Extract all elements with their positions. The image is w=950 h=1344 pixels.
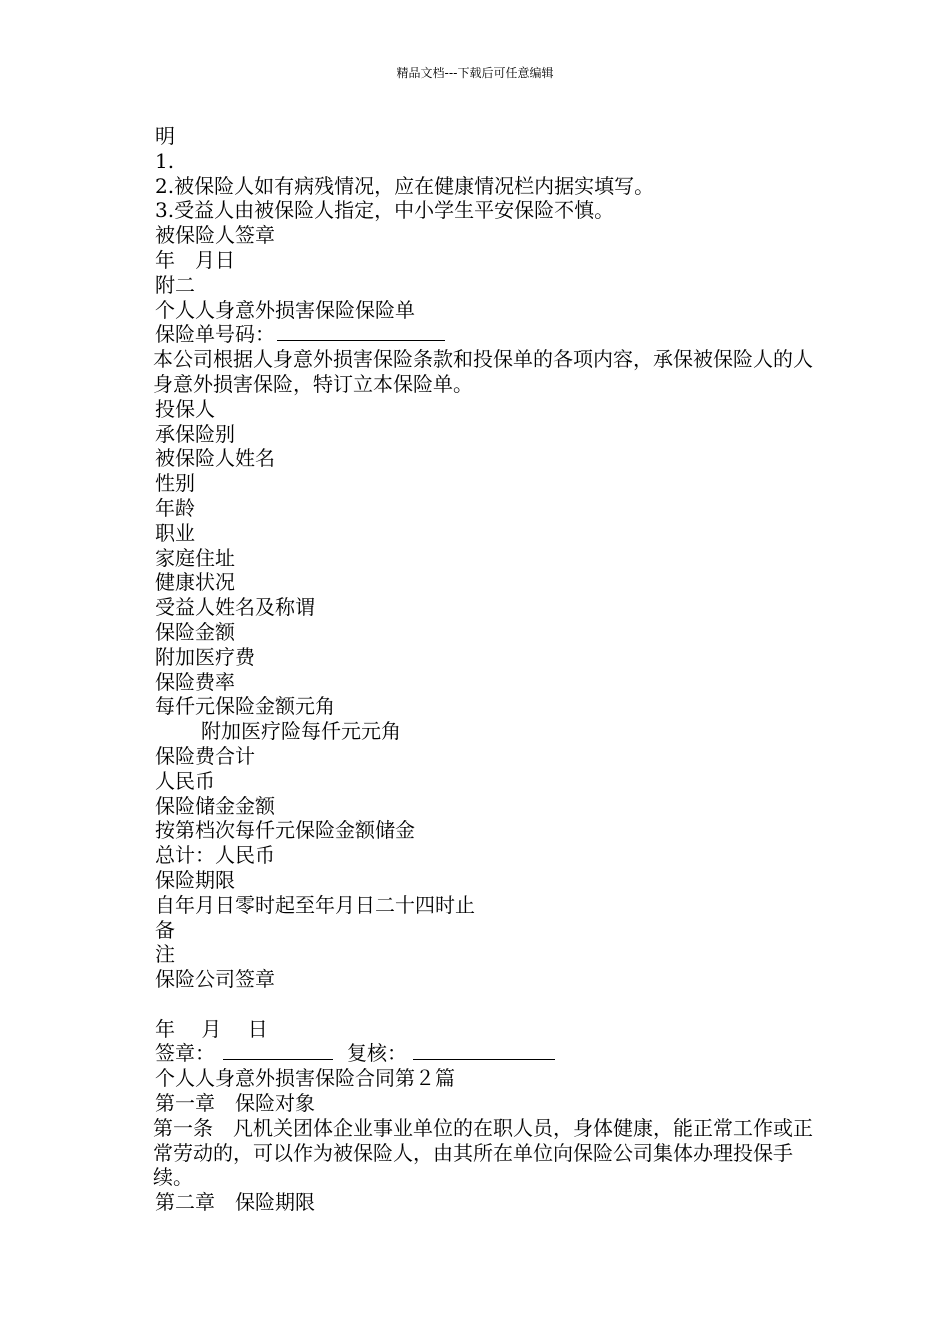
policy-number-label: 保险单号码：	[155, 322, 275, 347]
policy-title: 个人人身意外损害保险保险单	[155, 297, 415, 322]
text-line: 附二	[155, 272, 195, 297]
text-line: 保险费率	[155, 669, 235, 694]
policy-number-blank	[277, 322, 445, 341]
document-body	[155, 124, 815, 1215]
chapter-heading: 第二章 保险期限	[155, 1190, 315, 1215]
text-line: 自年月日零时起至年月日二十四时止	[155, 892, 475, 917]
text-line: 健康状况	[155, 570, 235, 595]
text-line: 注	[155, 942, 175, 967]
text-line: 投保人	[155, 396, 215, 421]
text-line: 保险金额	[155, 619, 235, 644]
text-line: 承保险别	[155, 421, 235, 446]
signature-review-row	[155, 1041, 815, 1066]
text-line: 按第档次每仟元保险金额储金	[155, 818, 415, 843]
text-line: 保险公司签章	[155, 967, 275, 992]
text-line: 年龄	[155, 495, 195, 520]
article-paragraph: 第一条 凡机关团体企业事业单位的在职人员，身体健康，能正常工作或正常劳动的，可以作为被保险人，由其所在单位向保险公司集体办理投保手续。	[153, 1115, 813, 1190]
text-line: 职业	[155, 520, 195, 545]
text-line: 附加医疗险每仟元元角	[201, 719, 401, 744]
policy-intro-paragraph: 本公司根据人身意外损害保险条款和投保单的各项内容，承保被保险人的人身意外损害保险，特订立本保险单。	[153, 347, 813, 396]
review-blank	[413, 1041, 555, 1060]
text-line: 保险费合计	[155, 743, 255, 768]
text-line: 每仟元保险金额元角	[155, 694, 335, 719]
text-line: 人民币	[155, 768, 215, 793]
text-line: 2.被保险人如有病残情况，应在健康情况栏内据实填写。	[155, 173, 655, 198]
blank-line	[155, 992, 815, 1017]
chapter-heading: 第一章 保险对象	[155, 1091, 315, 1116]
text-line: 受益人姓名及称谓	[155, 595, 315, 620]
section-title: 个人人身意外损害保险合同第２篇	[155, 1066, 455, 1091]
text-line: 保险储金金额	[155, 793, 275, 818]
signature-label: 签章：	[155, 1041, 215, 1066]
text-line: 家庭住址	[155, 545, 235, 570]
policy-number-row	[155, 322, 815, 347]
review-label: 复核：	[347, 1041, 407, 1066]
text-line: 3.受益人由被保险人指定，中小学生平安保险不慎。	[155, 198, 615, 223]
text-line: 总计：人民币	[155, 843, 275, 868]
text-line: 性别	[155, 471, 195, 496]
text-line: 1.	[155, 148, 175, 173]
text-line: 备	[155, 917, 175, 942]
text-line: 年 月日	[155, 247, 235, 272]
signature-blank	[223, 1041, 333, 1060]
page-header: 精品文档---下载后可任意编辑	[396, 66, 554, 80]
text-line: 明	[155, 124, 175, 148]
text-line: 年 月 日	[155, 1016, 268, 1041]
text-line: 被保险人签章	[155, 223, 275, 248]
text-line: 被保险人姓名	[155, 446, 275, 471]
text-line: 保险期限	[155, 867, 235, 892]
text-line: 附加医疗费	[155, 644, 255, 669]
